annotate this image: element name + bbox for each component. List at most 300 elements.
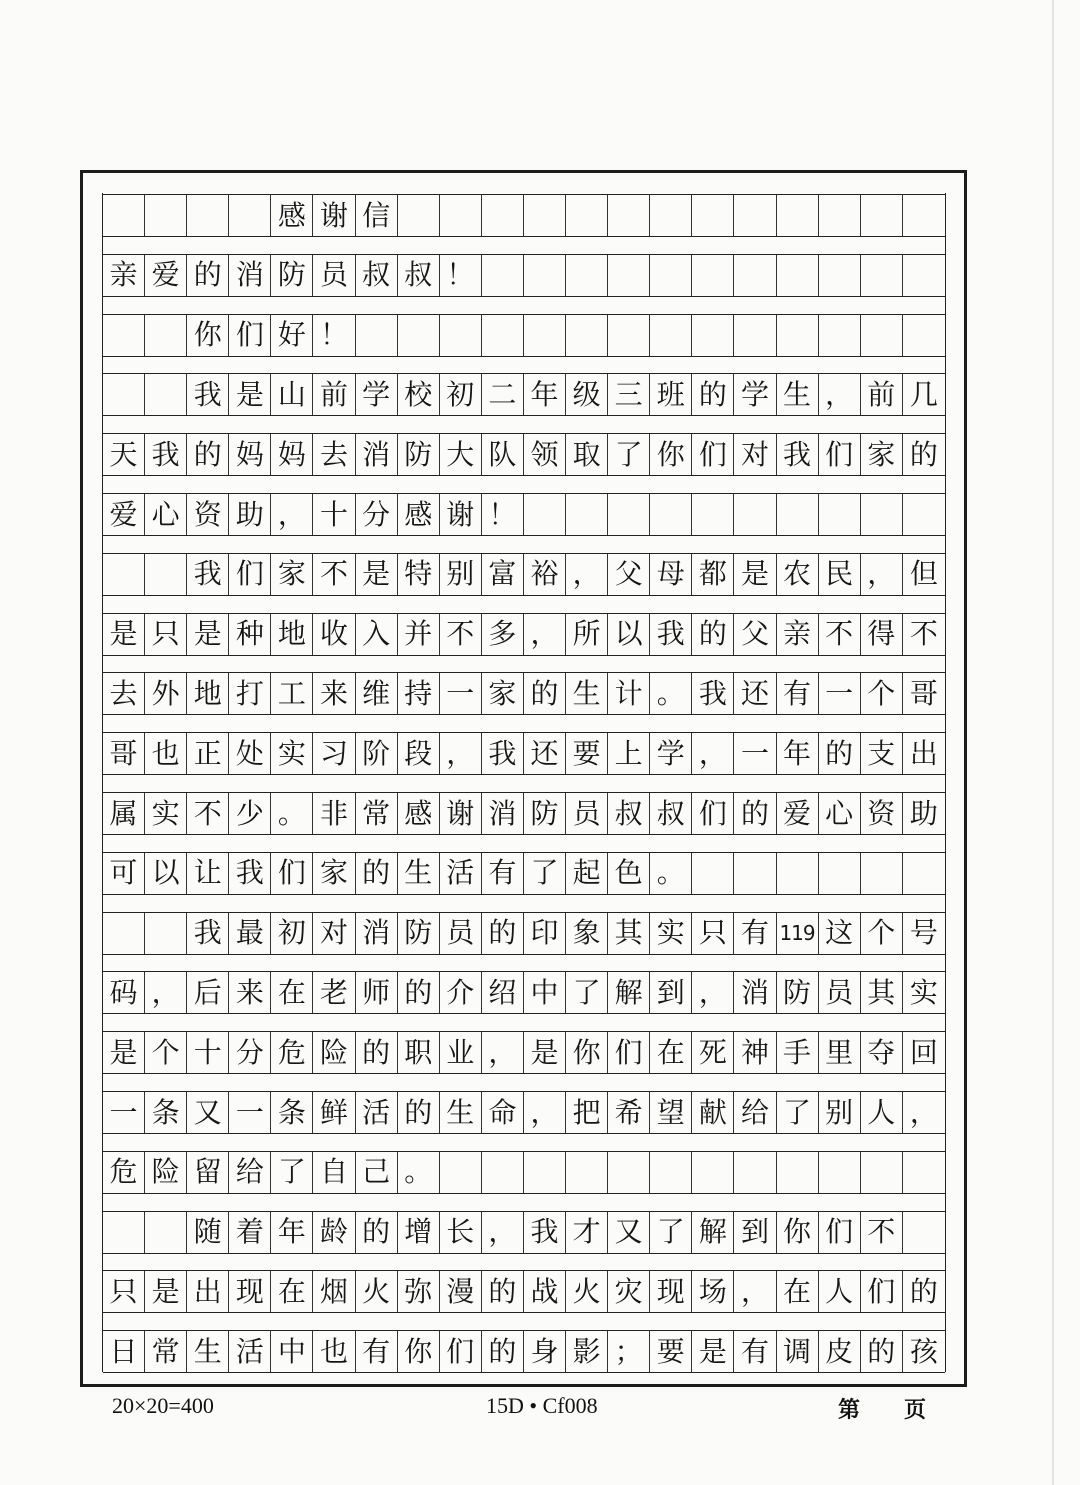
- grid-cell: 地: [187, 673, 229, 714]
- grid-cell: 龄: [313, 1212, 355, 1253]
- grid-cell: 外: [145, 673, 187, 714]
- grid-cell: 的: [356, 1212, 398, 1253]
- grid-cell: 随: [187, 1212, 229, 1253]
- grid-cell: 年: [271, 1212, 313, 1253]
- grid-cell: [777, 494, 819, 535]
- grid-cell: [608, 315, 650, 356]
- grid-cell: 实: [650, 913, 692, 954]
- grid-cell: 师: [356, 972, 398, 1013]
- grid-cell: ，: [524, 614, 566, 655]
- grid-cell: [524, 315, 566, 356]
- grid-cell: [650, 255, 692, 296]
- grid-cell: 消: [356, 913, 398, 954]
- grid-cell: 个: [861, 673, 903, 714]
- grid-cell: 是: [524, 1032, 566, 1073]
- grid-cell: 好: [271, 315, 313, 356]
- grid-cell: 的: [482, 1331, 524, 1372]
- grid-row: [103, 1151, 945, 1194]
- grid-cell: 到: [734, 1212, 776, 1253]
- grid-cell: 的: [524, 673, 566, 714]
- grid-cell: 父: [734, 614, 776, 655]
- grid-cell: [903, 1212, 945, 1253]
- grid-cell: [103, 374, 145, 415]
- grid-cell: 火: [566, 1271, 608, 1312]
- grid-cell: [440, 1152, 482, 1193]
- grid-cell: 要: [650, 1331, 692, 1372]
- grid-cell: [650, 1152, 692, 1193]
- grid-cell: ，: [440, 733, 482, 774]
- grid-cell: 险: [313, 1032, 355, 1073]
- grid-cell: 消: [229, 255, 271, 296]
- grid-cell: 最: [229, 913, 271, 954]
- grid-cell: 在: [271, 1271, 313, 1312]
- grid-cell: 初: [440, 374, 482, 415]
- grid-cell: 们: [440, 1331, 482, 1372]
- grid-cell: [440, 195, 482, 236]
- grid-cell: 消: [356, 434, 398, 475]
- grid-cell: 个: [145, 1032, 187, 1073]
- grid-cell: 感: [398, 793, 440, 834]
- grid-cell: 生: [566, 673, 608, 714]
- grid-cell: ，: [861, 554, 903, 595]
- grid-row: [103, 732, 945, 775]
- grid-cell: 班: [650, 374, 692, 415]
- grid-cell: 以: [145, 853, 187, 894]
- grid-cell: 生: [187, 1331, 229, 1372]
- grid-cell: 是: [692, 1331, 734, 1372]
- grid-cell: 是: [356, 554, 398, 595]
- grid-cell: 防: [524, 793, 566, 834]
- grid-cell: 是: [187, 614, 229, 655]
- grid-cell: 调: [777, 1331, 819, 1372]
- grid-cell: ，: [145, 972, 187, 1013]
- grid-cell: 爱: [145, 255, 187, 296]
- grid-cell: [524, 255, 566, 296]
- grid-cell: 的: [356, 853, 398, 894]
- grid-cell: 要: [566, 733, 608, 774]
- grid-cell: 不: [313, 554, 355, 595]
- grid-cell: 了: [271, 1152, 313, 1193]
- grid-cell: [903, 1152, 945, 1193]
- grid-row: [103, 1211, 945, 1254]
- grid-cell: 有: [482, 853, 524, 894]
- grid-cell: 非: [313, 793, 355, 834]
- grid-cell: 民: [819, 554, 861, 595]
- grid-cell: 把: [566, 1092, 608, 1133]
- paper-edge: [1052, 0, 1054, 1485]
- grid-cell: 别: [440, 554, 482, 595]
- grid-cell: 们: [229, 554, 271, 595]
- page-number-label: [838, 1393, 926, 1424]
- grid-cell: 命: [482, 1092, 524, 1133]
- grid-cell: [777, 255, 819, 296]
- grid-cell: 的: [692, 374, 734, 415]
- grid-cell: 上: [608, 733, 650, 774]
- form-code-label: 15D • Cf008: [486, 1393, 598, 1418]
- grid-row: [103, 1330, 945, 1373]
- grid-cell: 。: [271, 793, 313, 834]
- grid-cell: 母: [650, 554, 692, 595]
- grid-cell: 阶: [356, 733, 398, 774]
- grid-cell: 出: [187, 1271, 229, 1312]
- grid-cell: [524, 494, 566, 535]
- grid-cell: 条: [145, 1092, 187, 1133]
- grid-cell: 死: [692, 1032, 734, 1073]
- grid-cell: 业: [440, 1032, 482, 1073]
- grid-cell: [734, 1152, 776, 1193]
- grid-cell: [819, 494, 861, 535]
- grid-row: [103, 971, 945, 1014]
- grid-cell: 年: [524, 374, 566, 415]
- grid-cell: 前: [861, 374, 903, 415]
- grid-cell: 影: [566, 1331, 608, 1372]
- grid-cell: 日: [103, 1331, 145, 1372]
- grid-cell: 的: [482, 1271, 524, 1312]
- grid-cell: 常: [356, 793, 398, 834]
- grid-cell: [566, 494, 608, 535]
- grid-cell: 活: [356, 1092, 398, 1133]
- grid-row: [103, 613, 945, 656]
- grid-cell: 来: [313, 673, 355, 714]
- grid-cell: [692, 195, 734, 236]
- grid-cell: 爱: [777, 793, 819, 834]
- grid-cell: 初: [271, 913, 313, 954]
- grid-cell: 只: [692, 913, 734, 954]
- grid-cell: [692, 1152, 734, 1193]
- grid-cell: 实: [909, 975, 938, 1009]
- grid-cell: 学: [650, 733, 692, 774]
- grid-cell: 身: [524, 1331, 566, 1372]
- grid-cell: 你: [650, 434, 692, 475]
- grid-cell: 心: [145, 494, 187, 535]
- grid-cell: 十: [187, 1032, 229, 1073]
- grid-cell: [608, 494, 650, 535]
- grid-cell: ！: [482, 494, 524, 535]
- grid-cell: 的: [187, 434, 229, 475]
- grid-row: [103, 1270, 945, 1313]
- grid-cell: 回: [909, 1035, 938, 1069]
- grid-cell: 正: [187, 733, 229, 774]
- grid-cell: [734, 853, 776, 894]
- grid-cell: 以: [608, 614, 650, 655]
- grid-cell: 的: [356, 1032, 398, 1073]
- grid-cell: 防: [777, 972, 819, 1013]
- grid-row: [103, 672, 945, 715]
- grid-cell: ！: [440, 255, 482, 296]
- grid-cell: 来: [229, 972, 271, 1013]
- grid-cell: [650, 195, 692, 236]
- grid-cell: 了: [566, 972, 608, 1013]
- grid-cell: 条: [271, 1092, 313, 1133]
- grid-cell: 有: [734, 1331, 776, 1372]
- grid-cell: 们: [692, 793, 734, 834]
- grid-cell: 场: [692, 1271, 734, 1312]
- grid-cell: 只: [145, 614, 187, 655]
- grid-cell: 助: [909, 796, 938, 830]
- grid-cell: 但: [909, 557, 938, 591]
- grid-cell: 富: [482, 554, 524, 595]
- grid-cell: 色: [608, 853, 650, 894]
- grid-cell: [734, 315, 776, 356]
- grid-cell: [103, 913, 145, 954]
- grid-cell: 是: [229, 374, 271, 415]
- grid-cell: 夺: [861, 1032, 903, 1073]
- grid-cell: 家: [313, 853, 355, 894]
- grid-cell: [777, 195, 819, 236]
- grid-cell: 望: [650, 1092, 692, 1133]
- grid-cell: 们: [692, 434, 734, 475]
- grid-cell: 二: [482, 374, 524, 415]
- grid-cell: 习: [313, 733, 355, 774]
- grid-cell: 段: [398, 733, 440, 774]
- grid-cell: 消: [734, 972, 776, 1013]
- grid-cell: ，: [819, 374, 861, 415]
- grid-cell: 着: [229, 1212, 271, 1253]
- grid-cell: 象: [566, 913, 608, 954]
- grid-cell: 叔: [608, 793, 650, 834]
- grid-cell: 家: [482, 673, 524, 714]
- grid-cell: [608, 195, 650, 236]
- grid-cell: 亲: [103, 255, 145, 296]
- grid-cell: 校: [398, 374, 440, 415]
- grid-cell: 是: [734, 554, 776, 595]
- grid-cell: 员: [313, 255, 355, 296]
- grid-cell: 是: [103, 1032, 145, 1073]
- grid-cell: 其: [861, 972, 903, 1013]
- grid-cell: 前: [313, 374, 355, 415]
- grid-cell: [777, 315, 819, 356]
- grid-cell: 在: [777, 1271, 819, 1312]
- grid-cell: [103, 1212, 145, 1253]
- grid-cell: 们: [819, 434, 861, 475]
- grid-cell: 又: [187, 1092, 229, 1133]
- grid-cell: 的: [482, 913, 524, 954]
- grid-cell: 印: [524, 913, 566, 954]
- grid-cell: 对: [313, 913, 355, 954]
- grid-cell: 实: [271, 733, 313, 774]
- grid-cell: [903, 255, 945, 296]
- grid-cell: [145, 913, 187, 954]
- grid-cell: 我: [482, 733, 524, 774]
- grid-cell: 防: [398, 913, 440, 954]
- grid-cell: 是: [145, 1271, 187, 1312]
- grid-cell: 你: [187, 315, 229, 356]
- grid-cell: [145, 1212, 187, 1253]
- grid-cell: 分: [229, 1032, 271, 1073]
- grid-cell: [103, 315, 145, 356]
- grid-cell: 我: [777, 434, 819, 475]
- grid-cell: 中: [271, 1331, 313, 1372]
- grid-spec-label: 20×20=400: [112, 1393, 214, 1418]
- grid-cell: [145, 374, 187, 415]
- grid-cell: 危: [103, 1152, 145, 1193]
- grid-cell: 一: [440, 673, 482, 714]
- grid-cell: ，: [566, 554, 608, 595]
- grid-cell: 神: [734, 1032, 776, 1073]
- grid-cell: 心: [819, 793, 861, 834]
- grid-cell: 地: [271, 614, 313, 655]
- grid-row: [103, 373, 945, 416]
- grid-cell: 打: [229, 673, 271, 714]
- grid-cell: 处: [229, 733, 271, 774]
- grid-cell: 计: [608, 673, 650, 714]
- grid-cell: [819, 853, 861, 894]
- grid-cell: 们: [819, 1212, 861, 1253]
- grid-cell: [819, 315, 861, 356]
- grid-cell: 不: [440, 614, 482, 655]
- grid-cell: 别: [819, 1092, 861, 1133]
- grid-cell: 消: [482, 793, 524, 834]
- grid-cell: [861, 255, 903, 296]
- grid-cell: 妈: [271, 434, 313, 475]
- grid-cell: 绍: [482, 972, 524, 1013]
- grid-cell: 解: [608, 972, 650, 1013]
- grid-cell: 不: [909, 617, 938, 651]
- grid-cell: 农: [777, 554, 819, 595]
- grid-cell: 谢: [313, 195, 355, 236]
- grid-cell: 中: [524, 972, 566, 1013]
- grid-cell: 出: [909, 736, 938, 770]
- grid-cell: 漫: [440, 1271, 482, 1312]
- grid-cell: 去: [313, 434, 355, 475]
- grid-cell: 你: [566, 1032, 608, 1073]
- grid-cell: [903, 494, 945, 535]
- grid-cell: ，: [909, 1095, 938, 1129]
- grid-cell: 们: [271, 853, 313, 894]
- grid-cell: [608, 255, 650, 296]
- grid-cell: 哥: [909, 676, 938, 710]
- grid-cell: 了: [524, 853, 566, 894]
- grid-cell: 学: [356, 374, 398, 415]
- grid-cell: 叔: [650, 793, 692, 834]
- grid-cell: 不: [861, 1212, 903, 1253]
- grid-cell: 生: [777, 374, 819, 415]
- grid-cell: [398, 315, 440, 356]
- grid-cell: ！: [313, 315, 355, 356]
- grid-cell: [524, 195, 566, 236]
- grid-cell: 长: [440, 1212, 482, 1253]
- grid-cell: [861, 494, 903, 535]
- grid-cell: 后: [187, 972, 229, 1013]
- grid-cell: 不: [187, 793, 229, 834]
- grid-cell: 感: [398, 494, 440, 535]
- grid-row: [103, 852, 945, 895]
- grid-cell: 生: [398, 853, 440, 894]
- grid-cell: 其: [608, 913, 650, 954]
- grid-cell: 常: [145, 1331, 187, 1372]
- grid-cell: 弥: [398, 1271, 440, 1312]
- grid-cell: 我: [145, 434, 187, 475]
- grid-cell: 自: [313, 1152, 355, 1193]
- grid-cell: 年: [777, 733, 819, 774]
- grid-cell: [777, 853, 819, 894]
- grid-cell: ，: [482, 1032, 524, 1073]
- grid-cell: 你: [777, 1212, 819, 1253]
- grid-cell: 三: [608, 374, 650, 415]
- grid-cell: 只: [103, 1271, 145, 1312]
- grid-cell: 老: [313, 972, 355, 1013]
- grid-cell: [566, 255, 608, 296]
- grid-cell: 多: [482, 614, 524, 655]
- grid-cell: 妈: [229, 434, 271, 475]
- grid-cell: 都: [692, 554, 734, 595]
- grid-cell: 的: [909, 1274, 938, 1308]
- grid-cell: 收: [313, 614, 355, 655]
- grid-cell: [482, 315, 524, 356]
- grid-cell: 叔: [398, 255, 440, 296]
- grid-cell: [819, 1152, 861, 1193]
- grid-cell: [145, 195, 187, 236]
- grid-cell: 的: [861, 1331, 903, 1372]
- grid-cell: 的: [398, 972, 440, 1013]
- grid-cell: [524, 1152, 566, 1193]
- page-label-suffix: 页: [904, 1397, 927, 1422]
- grid-cell: [398, 195, 440, 236]
- grid-cell: 又: [608, 1212, 650, 1253]
- grid-cell: 号: [909, 916, 938, 950]
- grid-cell: 也: [313, 1331, 355, 1372]
- grid-cell: 给: [229, 1152, 271, 1193]
- grid-cell: 的: [398, 1092, 440, 1133]
- grid-cell: 在: [650, 1032, 692, 1073]
- grid-cell: 里: [819, 1032, 861, 1073]
- grid-cell: ，: [271, 494, 313, 535]
- grid-row: [103, 314, 945, 357]
- grid-cell: 哥: [103, 733, 145, 774]
- grid-cell: 有: [777, 673, 819, 714]
- grid-cell: [103, 554, 145, 595]
- grid-cell: 人: [819, 1271, 861, 1312]
- grid-cell: 皮: [819, 1331, 861, 1372]
- grid-cell: 可: [103, 853, 145, 894]
- grid-cell: 特: [398, 554, 440, 595]
- grid-cell: [145, 554, 187, 595]
- grid-row: [103, 433, 945, 476]
- grid-cell: 入: [356, 614, 398, 655]
- grid-cell: [819, 195, 861, 236]
- grid-cell: [903, 853, 945, 894]
- grid-cell: 还: [734, 673, 776, 714]
- grid-row: [103, 912, 945, 955]
- grid-cell: 。: [398, 1152, 440, 1193]
- grid-cell: 希: [608, 1092, 650, 1133]
- grid-cell: 持: [398, 673, 440, 714]
- grid-cell: 资: [187, 494, 229, 535]
- grid-cell: 鲜: [313, 1092, 355, 1133]
- grid-cell: ，: [692, 972, 734, 1013]
- grid-cell: 级: [566, 374, 608, 415]
- grid-cell: [187, 195, 229, 236]
- grid-cell: [692, 255, 734, 296]
- grid-cell: [566, 1152, 608, 1193]
- grid-cell: 对: [734, 434, 776, 475]
- grid-cell: 献: [692, 1092, 734, 1133]
- grid-row: [103, 1031, 945, 1074]
- grid-cell: 现: [229, 1271, 271, 1312]
- grid-cell: 员: [819, 972, 861, 1013]
- grid-cell: 家: [861, 434, 903, 475]
- grid-row: [103, 254, 945, 297]
- grid-cell: 我: [692, 673, 734, 714]
- grid-cell: [145, 315, 187, 356]
- grid-cell: [903, 195, 945, 236]
- grid-cell: 我: [524, 1212, 566, 1253]
- grid-cell: 己: [356, 1152, 398, 1193]
- grid-row: [103, 493, 945, 536]
- grid-cell: [734, 255, 776, 296]
- grid-cell: 的: [692, 614, 734, 655]
- grid-cell: 防: [398, 434, 440, 475]
